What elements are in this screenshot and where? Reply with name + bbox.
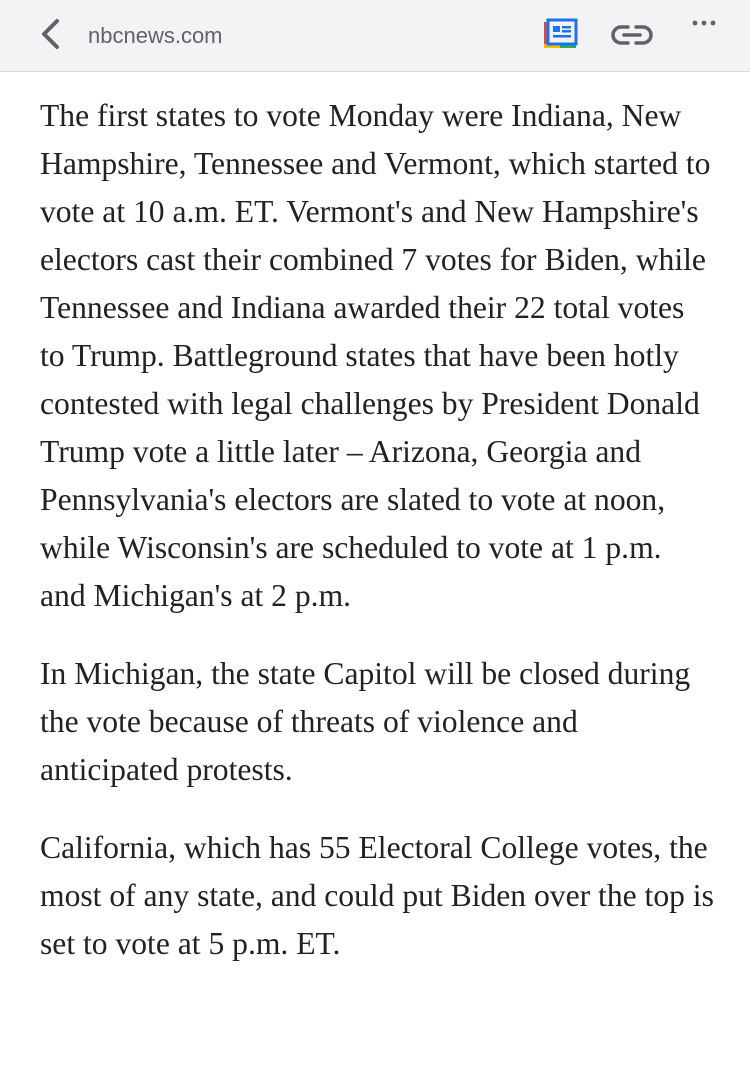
reader-view-button[interactable] xyxy=(540,18,582,56)
article-paragraph: California, which has 55 Electoral College votes, the most of any state, and could put Biden over the top is set to vote at 5 p.m. ET. xyxy=(40,830,714,961)
copy-link-button[interactable] xyxy=(608,18,656,56)
chevron-left-icon xyxy=(38,18,62,55)
article-body xyxy=(40,92,715,998)
more-horizontal-icon xyxy=(691,16,717,34)
page-domain[interactable]: nbcnews.com xyxy=(88,23,223,48)
more-options-button[interactable] xyxy=(684,16,724,54)
article-paragraph: The first states to vote Monday were Indiana, New Hampshire, Tennessee and Vermont, which started to vote at 10 a.m. ET. Vermont's and New Hampshire's electors cast their combined 7 votes for Biden, while Tennessee and Indiana awarded their 22 total votes to Trump. Battleground states that have been hotly contested with legal challenges by President Donald Trump vote a little later – Arizona, Georgia and Pennsylvania's electors are slated to vote at noon, while Wisconsin's are scheduled to vote at 1 p.m. and Michigan's at 2 p.m. xyxy=(40,98,711,613)
custom-tab-toolbar xyxy=(0,0,750,72)
article-paragraph: In Michigan, the state Capitol will be closed during the vote because of threats of violence and anticipated protests. xyxy=(40,656,691,787)
back-button[interactable] xyxy=(30,16,70,56)
link-icon xyxy=(610,22,654,53)
reader-view-icon xyxy=(542,18,580,57)
